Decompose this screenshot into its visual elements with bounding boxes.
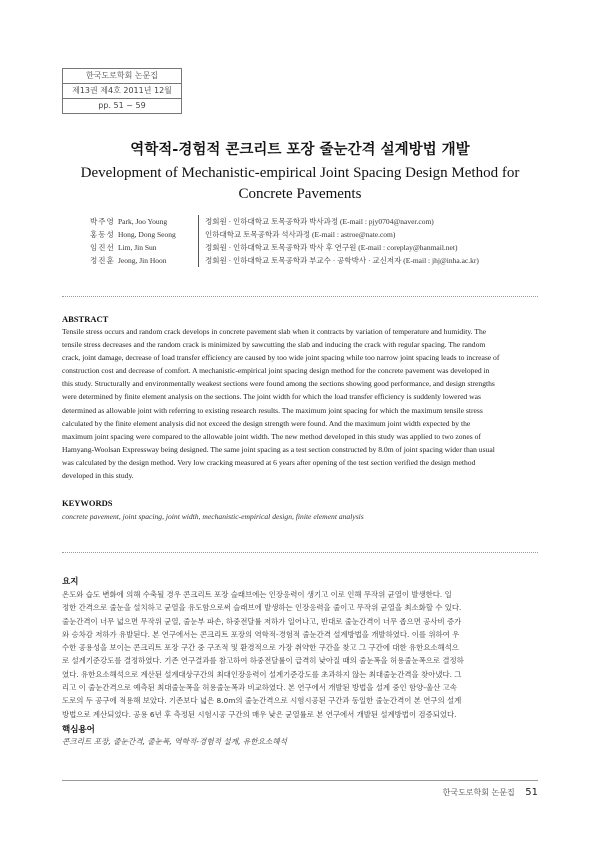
author-affiliation: 정회원 · 인하대학교 토목공학과 부교수 · 공학박사 · 교신저자 (E-mail : jhj@inha.ac.kr) [198,254,479,267]
author-row [90,254,479,267]
abstract-line: determined as allowable joint with referring to existing research results. The maximum joint spacing for which the maximum tensile stress [62,405,483,415]
abstract-line: crack, joint damage, decrease of load transfer efficiency are caused by too wide joint spacing while too narrow joint spacing leads to increase of [62,353,500,363]
author-name-english: Hong, Dong Seong [118,230,176,239]
korean-abstract-body [62,588,538,721]
korean-abstract-line: 줄눈간격이 너무 넓으면 무작위 균열, 줄눈부 파손, 하중전달률 저하가 일어나고, 반대로 줄눈간격이 너무 좁으면 공사비 증가 [62,616,462,626]
title-english-line: Development of Mechanistic-empirical Joint Spacing Design Method for [80,165,520,181]
journal-volume: 제13권 제4호 2011년 12월 [63,84,181,99]
page-number: 51 [525,787,538,798]
author-name-english: Jeong, Jin Hoon [118,256,167,265]
author-affiliation: 정회원 · 인하대학교 토목공학과 박사 후 연구원 (E-mail : coreplay@hanmail.net) [198,241,457,254]
korean-abstract-line: 정한 간격으로 줄눈을 설치하고 균열을 유도함으로써 슬래브에 발생하는 인장응력을 줄이고 무작위 균열을 최소화할 수 있다. [62,603,462,613]
keywords-text: concrete pavement, joint spacing, joint width, mechanistic-empirical design, finite element analysis [62,512,364,521]
korean-abstract-line: 와 승차감 저하가 유발된다. 본 연구에서는 콘크리트 포장의 역학적-경험적 줄눈간격 설계방법을 개발하였다. 이를 위하여 우 [62,629,460,639]
korean-abstract-heading: 요지 [62,577,79,587]
author-row [90,228,479,241]
abstract-line: Hamyang-Woolsan Expressway being designed. The same joint spacing as a test section constructed by 8.0m of joint spacing wider than usual [62,444,495,454]
title-english-line: Concrete Pavements [238,186,362,202]
keywords-heading: KEYWORDS [62,498,113,508]
author-affiliation: 정회원 · 인하대학교 토목공학과 박사과정 (E-mail : pjy0704@naver.com) [198,215,434,228]
author-name-korean: 정진훈 [90,256,115,265]
abstract-body [62,325,538,482]
author-list [90,215,479,267]
abstract-line: maximum joint spacing were compared to the allowable joint width. The new method developed in this study was applied to two zones of [62,431,481,441]
section-divider [62,296,538,297]
korean-abstract-line: 도로의 두 공구에 적용해 보았다. 기존보다 넓은 8.0m의 줄눈간격으로 시험시공된 구간과 동일한 줄눈간격이 본 연구의 설계 [62,696,462,706]
author-row [90,215,479,228]
korean-abstract-line: 였다. 유한요소해석으로 계산된 설계대상구간의 최대인장응력이 설계기준강도를 초과하지 않는 최대줄눈간격을 찾아냈다. 그 [62,669,462,679]
abstract-line: this study. Structurally and environmentally weakest sections were found among the sections showing good performance, and design strengths [62,379,495,389]
korean-abstract-line: 수한 공용성을 보이는 콘크리트 포장 구간 중 구조적 및 환경적으로 가장 취약한 구간을 찾고 그 구간에 대한 유한요소해석으 [62,643,459,653]
author-name-korean: 박주영 [90,217,115,226]
author-name-korean: 홍동성 [90,230,115,239]
title-korean: 역학적-경험적 콘크리트 포장 줄눈간격 설계방법 개발 [130,141,470,158]
korean-abstract-line: 로 설계기준강도를 결정하였다. 기존 연구결과를 참고하여 하중전달률이 급격히 낮아질 때의 줄눈폭을 허용줄눈폭으로 결정하 [62,656,464,666]
title-english [0,163,600,205]
abstract-line: was calculated by the design method. Very low cracking measured at 6 years after opening of the test section verified the design method [62,457,476,467]
abstract-line: developed in this study. [62,471,134,481]
journal-info-box [62,68,182,114]
korean-keywords-heading: 핵심용어 [62,725,95,735]
korean-abstract-line: 온도와 습도 변화에 의해 수축될 경우 콘크리트 포장 슬래브에는 인장응력이 생기고 이로 인해 무작위 균열이 발생한다. 일 [62,590,452,599]
author-name-korean: 임진선 [90,243,115,252]
korean-keywords-text: 콘크리트 포장, 줄눈간격, 줄눈폭, 역학적-경험적 설계, 유한요소해석 [62,737,287,746]
author-name-english: Lim, Jin Sun [118,243,157,252]
abstract-line: Tensile stress occurs and random crack develops in concrete pavement slab when it contracts by variation of temperature and humidity. The [62,327,487,336]
author-row [90,241,479,254]
abstract-heading: ABSTRACT [62,314,109,324]
footer-divider [62,780,538,781]
abstract-line: construction cost and decrease of comfort. A mechanistic-empirical joint spacing design method for the concrete pavement was developed in [62,366,490,376]
page-footer [443,787,538,798]
abstract-line: calculated by the finite element analysis did not exceed the design strength were found. And the maximum joint width expected by the [62,418,471,428]
section-divider [62,552,538,553]
footer-journal-name: 한국도로학회 논문집 [442,788,515,797]
author-name-english: Park, Joo Young [118,217,168,226]
author-affiliation: 인하대학교 토목공학과 석사과정 (E-mail : astroe@nate.com) [198,228,395,241]
korean-abstract-line: 리고 이 줄눈간격으로 예측된 최대줄눈폭을 허용줄눈폭과 비교하였다. 본 연구에서 개발된 방법을 설계 중인 함양-울산 고속 [62,683,457,693]
abstract-line: were determined by finite element analysis on the sections. The joint width for which the load transfer efficiency is suddenly lowered was [62,392,481,402]
korean-abstract-line: 방법으로 계산되었다. 공용 6년 후 측정된 시험시공 구간의 매우 낮은 균열률로 본 연구에서 개발된 설계방법이 검증되었다. [62,709,457,719]
journal-name: 한국도로학회 논문집 [63,69,181,84]
abstract-line: tensile stress decreases and the random crack is minimized by sawcutting the slab and inducing the crack with regular spacing. The random [62,340,486,350]
journal-pages: pp. 51 ~ 59 [98,101,146,110]
